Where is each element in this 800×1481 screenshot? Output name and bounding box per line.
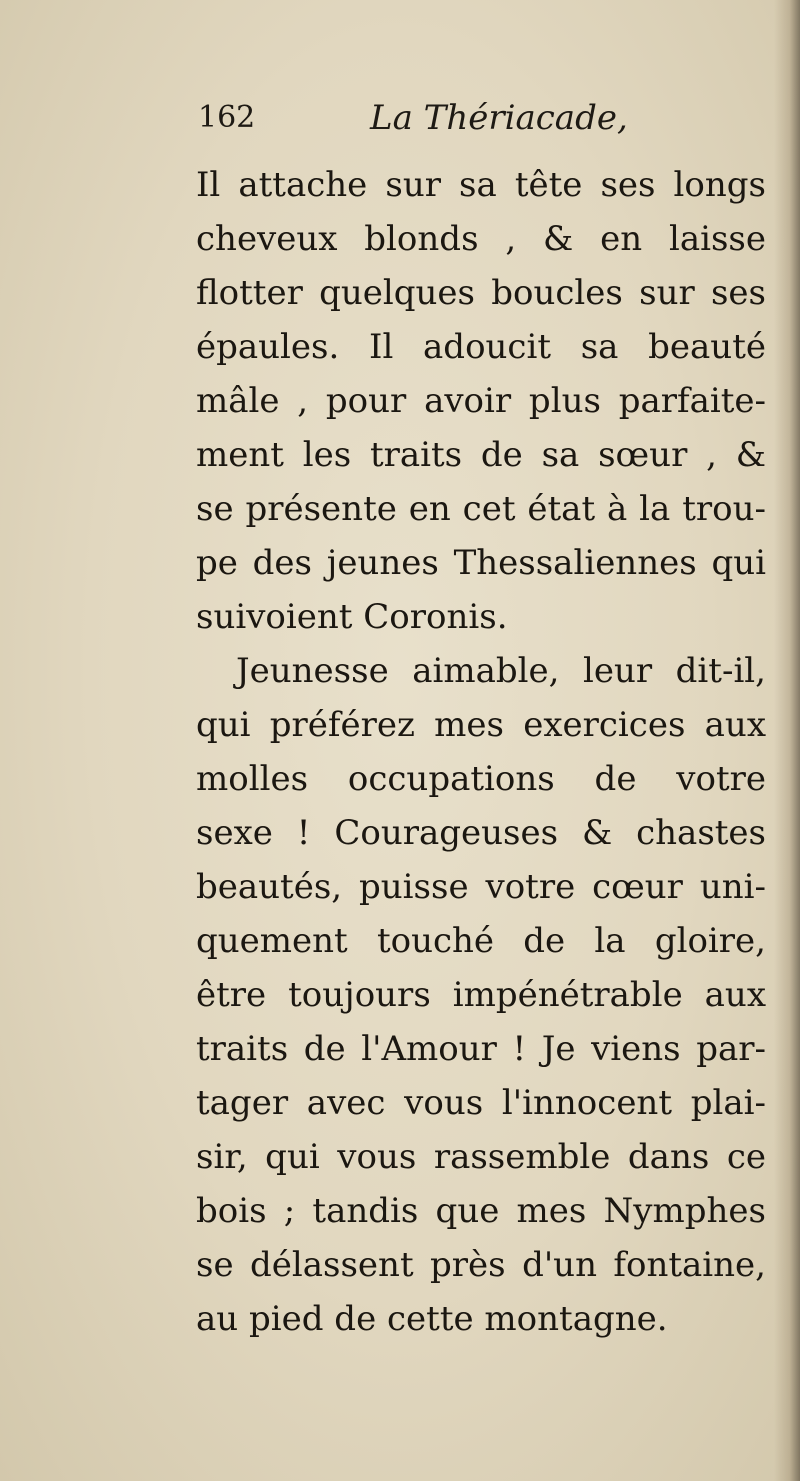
- text-line: molles occupations de votre: [196, 759, 766, 799]
- text-line: quement touché de la gloire,: [196, 921, 766, 961]
- text-line: se délassent près d'un fontaine,: [196, 1245, 766, 1285]
- text-line: bois ; tandis que mes Nymphes: [196, 1191, 766, 1231]
- paragraph: [196, 644, 766, 1346]
- page-number: 162: [198, 100, 256, 135]
- text-line: être toujours impénétrable aux: [196, 975, 766, 1015]
- text-line: suivoient Coronis.: [196, 597, 508, 637]
- text-line: tager avec vous l'innocent plai-: [196, 1083, 766, 1123]
- body-text: [196, 158, 766, 1346]
- page-header: [198, 98, 758, 148]
- text-line: qui préférez mes exercices aux: [196, 705, 766, 745]
- text-line: Il attache sur sa tête ses longs: [196, 165, 766, 205]
- text-line: se présente en cet état à la trou-: [196, 489, 766, 529]
- page-gutter-shadow: [774, 0, 800, 1481]
- running-title: La Thériacade,: [370, 98, 628, 138]
- text-line: sir, qui vous rassemble dans ce: [196, 1137, 766, 1177]
- text-line: mâle , pour avoir plus parfaite-: [196, 381, 766, 421]
- text-line: cheveux blonds , & en laisse: [196, 219, 766, 259]
- text-line: Jeunesse aimable, leur dit-il,: [236, 651, 766, 691]
- text-line: épaules. Il adoucit sa beauté: [196, 327, 766, 367]
- text-line: sexe ! Courageuses & chastes: [196, 813, 766, 853]
- text-line: flotter quelques boucles sur ses: [196, 273, 766, 313]
- text-line: ment les traits de sa sœur , &: [196, 435, 766, 475]
- text-line: traits de l'Amour ! Je viens par-: [196, 1029, 766, 1069]
- text-line: beautés, puisse votre cœur uni-: [196, 867, 766, 907]
- text-line: au pied de cette montagne.: [196, 1299, 668, 1339]
- paragraph: [196, 158, 766, 644]
- text-line: pe des jeunes Thessaliennes qui: [196, 543, 766, 583]
